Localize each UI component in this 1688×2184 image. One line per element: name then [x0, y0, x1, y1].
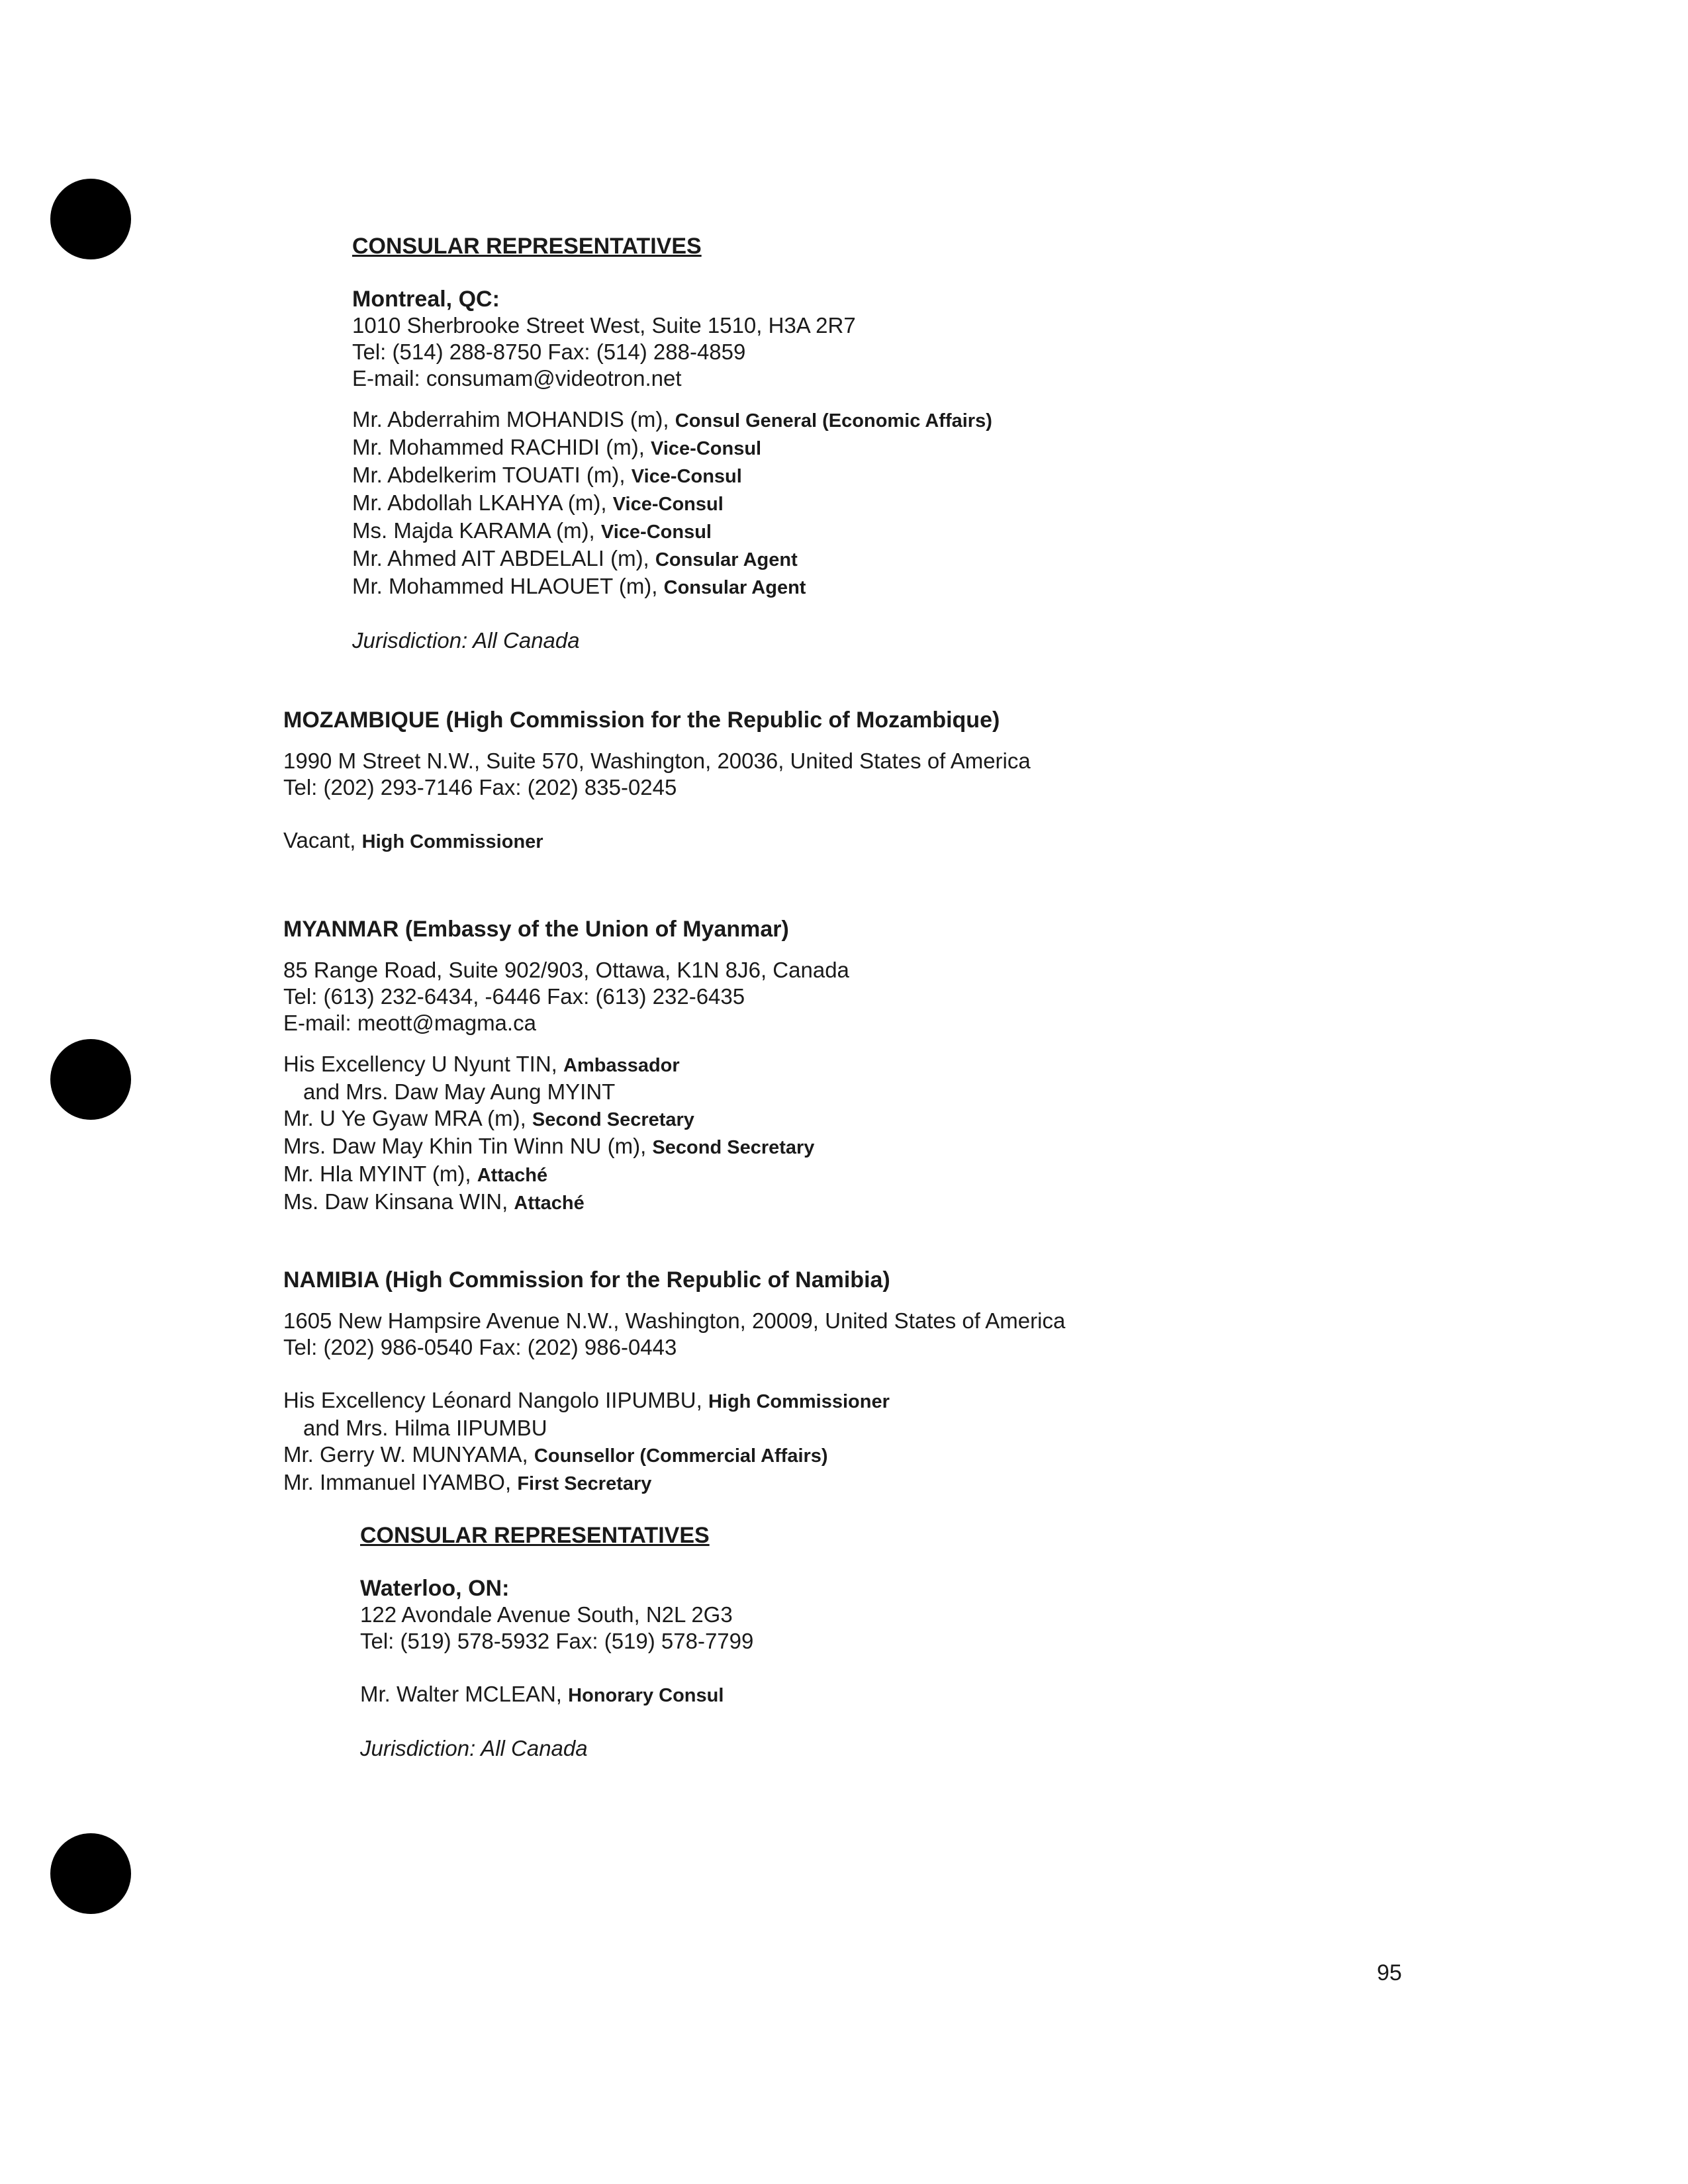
staff-entry [283, 1387, 1065, 1415]
staff-name: Mr. Mohammed RACHIDI (m), [352, 435, 645, 459]
phone-line: Tel: (519) 578-5932 Fax: (519) 578-7799 [360, 1629, 754, 1653]
staff-entry [352, 518, 992, 545]
phone-line: Tel: (202) 293-7146 Fax: (202) 835-0245 [283, 775, 677, 799]
staff-name: Ms. Majda KARAMA (m), [352, 518, 595, 543]
staff-name: Ms. Daw Kinsana WIN, [283, 1189, 508, 1214]
consular-section-montreal [352, 233, 992, 654]
staff-name: Mr. Abdelkerim TOUATI (m), [352, 463, 626, 487]
address-line: 122 Avondale Avenue South, N2L 2G3 [360, 1602, 733, 1627]
staff-entry [352, 434, 992, 462]
staff-title: Attaché [514, 1193, 585, 1214]
staff-name: His Excellency Léonard Nangolo IIPUMBU, [283, 1388, 702, 1412]
phone-line: Tel: (202) 986-0540 Fax: (202) 986-0443 [283, 1335, 677, 1359]
staff-entry [352, 462, 992, 490]
staff-entry [283, 1105, 849, 1133]
binder-hole-middle [50, 1039, 131, 1120]
staff-name: Mr. U Ye Gyaw MRA (m), [283, 1106, 526, 1130]
staff-title: Honorary Consul [568, 1685, 724, 1706]
spouse-entry: and Mrs. Hilma IIPUMBU [303, 1416, 547, 1440]
staff-entry [352, 573, 992, 601]
staff-entry [283, 1133, 849, 1161]
jurisdiction-note: Jurisdiction: All Canada [352, 628, 580, 653]
page-number: 95 [1377, 1960, 1402, 1985]
staff-title: High Commissioner [361, 831, 543, 852]
address-line: 1010 Sherbrooke Street West, Suite 1510, H3A 2R7 [352, 313, 856, 338]
city-label: Waterloo, ON: [360, 1576, 510, 1601]
staff-list [352, 406, 992, 601]
staff-name: Mr. Ahmed AIT ABDELALI (m), [352, 546, 649, 570]
staff-entry [352, 490, 992, 518]
staff-entry [352, 406, 992, 434]
country-entry-mozambique [283, 707, 1031, 855]
staff-entry [283, 1161, 849, 1189]
staff-entry [352, 545, 992, 573]
email-line: E-mail: consumam@videotron.net [352, 366, 682, 390]
staff-name: Mr. Mohammed HLAOUET (m), [352, 574, 658, 598]
section-heading: CONSULAR REPRESENTATIVES [360, 1523, 710, 1548]
staff-name: His Excellency U Nyunt TIN, [283, 1052, 557, 1076]
staff-title: Vice-Consul [651, 438, 762, 459]
binder-hole-bottom [50, 1833, 131, 1914]
staff-title: High Commissioner [708, 1391, 890, 1412]
staff-title: Consul General (Economic Affairs) [675, 410, 992, 432]
staff-name: Mr. Hla MYINT (m), [283, 1161, 471, 1186]
staff-entry [283, 1469, 1065, 1497]
staff-name: Mr. Abdollah LKAHYA (m), [352, 490, 607, 515]
section-heading: CONSULAR REPRESENTATIVES [352, 234, 702, 259]
staff-name: Mrs. Daw May Khin Tin Winn NU (m), [283, 1134, 647, 1158]
staff-title: Counsellor (Commercial Affairs) [534, 1445, 828, 1467]
staff-list [283, 1051, 849, 1216]
staff-title: Attaché [477, 1165, 548, 1186]
staff-name: Vacant, [283, 828, 356, 852]
jurisdiction-note: Jurisdiction: All Canada [360, 1736, 588, 1760]
staff-title: Consular Agent [655, 549, 798, 570]
country-entry-myanmar [283, 916, 849, 1216]
staff-name: Mr. Immanuel IYAMBO, [283, 1470, 512, 1494]
staff-title: Consular Agent [663, 577, 806, 598]
address-line: 85 Range Road, Suite 902/903, Ottawa, K1N 8J6, Canada [283, 958, 849, 982]
spouse-entry: and Mrs. Daw May Aung MYINT [303, 1079, 616, 1104]
staff-entry [360, 1681, 753, 1709]
phone-line: Tel: (514) 288-8750 Fax: (514) 288-4859 [352, 340, 746, 364]
staff-title: Second Secretary [532, 1109, 694, 1130]
city-label: Montreal, QC: [352, 287, 500, 312]
staff-title: Vice-Consul [612, 494, 724, 515]
staff-title: Vice-Consul [600, 522, 712, 543]
country-entry-namibia [283, 1267, 1065, 1497]
binder-hole-top [50, 179, 131, 259]
staff-entry [283, 827, 1031, 855]
staff-name: Mr. Gerry W. MUNYAMA, [283, 1442, 528, 1467]
staff-name: Mr. Abderrahim MOHANDIS (m), [352, 407, 669, 432]
country-heading: MYANMAR (Embassy of the Union of Myanmar) [283, 917, 789, 942]
staff-entry [283, 1441, 1065, 1469]
staff-list [283, 1387, 1065, 1497]
staff-entry [283, 1189, 849, 1216]
address-line: 1990 M Street N.W., Suite 570, Washington, 20036, United States of America [283, 749, 1031, 773]
address-line: 1605 New Hampsire Avenue N.W., Washington, 20009, United States of America [283, 1308, 1066, 1333]
email-line: E-mail: meott@magma.ca [283, 1011, 536, 1035]
country-heading: NAMIBIA (High Commission for the Republic of Namibia) [283, 1267, 890, 1293]
staff-name: Mr. Walter MCLEAN, [360, 1682, 562, 1706]
phone-line: Tel: (613) 232-6434, -6446 Fax: (613) 232-6435 [283, 984, 745, 1009]
staff-title: First Secretary [517, 1473, 652, 1494]
staff-title: Vice-Consul [631, 466, 742, 487]
staff-title: Ambassador [563, 1055, 680, 1076]
staff-entry [283, 1051, 849, 1079]
staff-title: Second Secretary [652, 1137, 815, 1158]
country-heading: MOZAMBIQUE (High Commission for the Republic of Mozambique) [283, 707, 1000, 733]
consular-section-waterloo [360, 1522, 753, 1762]
